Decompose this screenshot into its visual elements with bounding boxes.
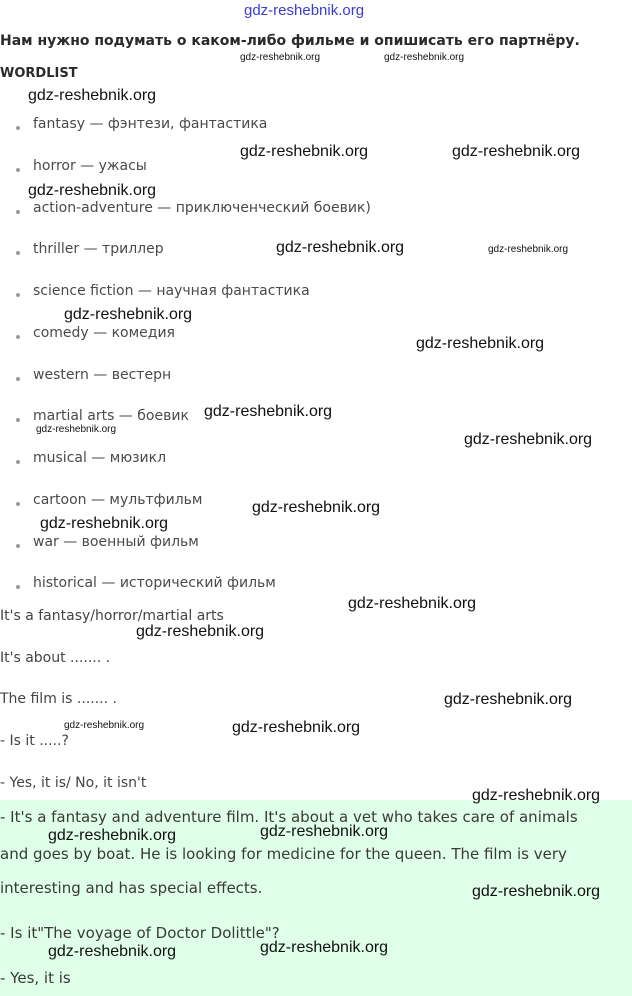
template-line: - Is it .....? bbox=[0, 733, 69, 749]
watermark: gdz-reshebnik.org bbox=[64, 306, 193, 323]
watermark: gdz-reshebnik.org bbox=[472, 883, 601, 900]
watermark: gdz-reshebnik.org bbox=[36, 424, 117, 435]
watermark: gdz-reshebnik.org bbox=[48, 827, 177, 844]
watermark: gdz-reshebnik.org bbox=[348, 595, 477, 612]
wordlist-item: horror — ужасы bbox=[33, 158, 147, 174]
template-line: It's about ....... . bbox=[0, 650, 111, 666]
watermark: gdz-reshebnik.org bbox=[276, 239, 405, 256]
list-bullet bbox=[16, 460, 20, 464]
watermark: gdz-reshebnik.org bbox=[384, 52, 465, 63]
watermark: gdz-reshebnik.org bbox=[240, 143, 369, 160]
watermark: gdz-reshebnik.org bbox=[204, 403, 333, 420]
watermark: gdz-reshebnik.org bbox=[464, 431, 593, 448]
list-bullet bbox=[16, 418, 20, 422]
task-text: Нам нужно подумать о каком-либо фильме и опишисать его партнёру. bbox=[0, 33, 580, 49]
wordlist-title: WORDLIST bbox=[0, 66, 78, 81]
answer-line: - Is it"The voyage of Doctor Dolittle"? bbox=[0, 924, 280, 942]
wordlist-item: fantasy — фэнтези, фантастика bbox=[33, 116, 268, 132]
wordlist-item: thriller — триллер bbox=[33, 241, 164, 257]
watermark: gdz-reshebnik.org bbox=[240, 52, 321, 63]
watermark: gdz-reshebnik.org bbox=[40, 515, 169, 532]
wordlist-item: historical — исторический фильм bbox=[33, 575, 276, 591]
template-line: The film is ....... . bbox=[0, 691, 117, 707]
list-bullet bbox=[16, 210, 20, 214]
watermark: gdz-reshebnik.org bbox=[260, 939, 389, 956]
list-bullet bbox=[16, 335, 20, 339]
answer-line: and goes by boat. He is looking for medicine for the queen. The film is very bbox=[0, 845, 567, 863]
watermark: gdz-reshebnik.org bbox=[260, 823, 389, 840]
watermark: gdz-reshebnik.org bbox=[48, 943, 177, 960]
watermark: gdz-reshebnik.org bbox=[252, 499, 381, 516]
watermark: gdz-reshebnik.org bbox=[452, 143, 581, 160]
watermark: gdz-reshebnik.org bbox=[64, 720, 145, 731]
wordlist-item: cartoon — мультфильм bbox=[33, 492, 203, 508]
answer-line: interesting and has special effects. bbox=[0, 879, 263, 897]
wordlist-item: musical — мюзикл bbox=[33, 450, 167, 466]
wordlist-item: martial arts — боевик bbox=[33, 408, 189, 424]
watermark: gdz-reshebnik.org bbox=[488, 244, 569, 255]
list-bullet bbox=[16, 293, 20, 297]
template-line: - Yes, it is/ No, it isn't bbox=[0, 775, 147, 791]
watermark: gdz-reshebnik.org bbox=[444, 691, 573, 708]
list-bullet bbox=[16, 377, 20, 381]
watermark: gdz-reshebnik.org bbox=[472, 787, 601, 804]
watermark: gdz-reshebnik.org bbox=[416, 335, 545, 352]
watermark: gdz-reshebnik.org bbox=[28, 87, 157, 104]
watermark: gdz-reshebnik.org bbox=[28, 182, 157, 199]
list-bullet bbox=[16, 544, 20, 548]
answer-line: - It's a fantasy and adventure film. It's about a vet who takes care of animals bbox=[0, 808, 578, 826]
answer-line: - Yes, it is bbox=[0, 969, 71, 987]
wordlist-item: science fiction — научная фантастика bbox=[33, 283, 310, 299]
list-bullet bbox=[16, 585, 20, 589]
list-bullet bbox=[16, 251, 20, 255]
wordlist-item: comedy — комедия bbox=[33, 325, 175, 341]
list-bullet bbox=[16, 502, 20, 506]
list-bullet bbox=[16, 168, 20, 172]
list-bullet bbox=[16, 126, 20, 130]
wordlist-item: western — вестерн bbox=[33, 367, 172, 383]
watermark: gdz-reshebnik.org bbox=[232, 719, 361, 736]
site-link[interactable]: gdz-reshebnik.org bbox=[244, 2, 365, 19]
watermark: gdz-reshebnik.org bbox=[136, 623, 265, 640]
template-line: It's a fantasy/horror/martial arts bbox=[0, 608, 224, 624]
wordlist-item: action-adventure — приключенческий боевик) bbox=[33, 200, 371, 216]
wordlist-item: war — военный фильм bbox=[33, 534, 199, 550]
